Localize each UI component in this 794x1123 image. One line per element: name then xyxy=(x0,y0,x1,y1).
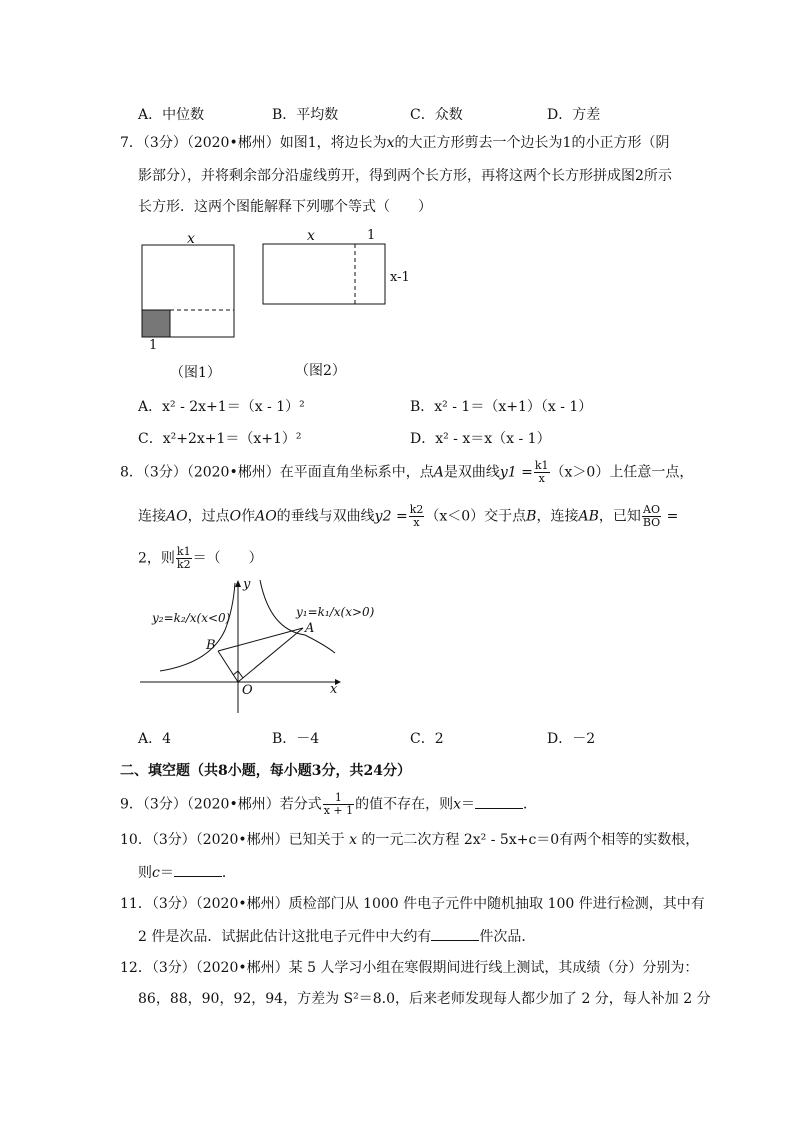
q9-source: （3分）（2020•郴州） xyxy=(142,796,280,813)
fig2-label-x: x xyxy=(307,228,315,244)
q7-line-2: 影部分），并将剩余部分沿虚线剪开，得到两个长方形，再将这两个长方形拼成图2所示 xyxy=(138,168,672,184)
q11-line2-b: 件次品． xyxy=(479,929,536,945)
q8-fraction-ao-bo xyxy=(642,504,661,529)
q10-number: 10． xyxy=(120,832,152,848)
q8-cond-pos: （x＞0） xyxy=(550,464,610,481)
q7-option-d: D．x² - x＝x（x - 1） xyxy=(410,431,551,447)
fig1-label-x: x xyxy=(187,231,195,247)
q8-point-a: A xyxy=(433,464,444,481)
q10-end: ． xyxy=(221,865,236,881)
q8-den-x: x xyxy=(538,472,545,485)
q8-number: 8． xyxy=(120,464,143,481)
q8-option-c: C．2 xyxy=(410,731,444,747)
q8-ao-1: AO xyxy=(166,508,188,525)
q11-line-1 xyxy=(120,894,705,914)
q9-answer-blank[interactable] xyxy=(475,794,523,809)
q10-line2-b: ＝ xyxy=(159,865,174,881)
q10-line2-a: 则 xyxy=(138,865,152,881)
q8-source: （3分）（2020•郴州） xyxy=(142,464,280,481)
q11-line-2 xyxy=(138,926,535,947)
fig2-label-1: 1 xyxy=(367,228,376,243)
q12-line-2: 86，88，90，92，94，方差为 S²＝8.0，后来老师发现每人都少加了 2 分，每人补加 2 分 xyxy=(138,991,711,1007)
q7-option-c: C．x²+2x+1＝（x+1）² xyxy=(138,431,302,447)
q8-line-3 xyxy=(138,546,263,571)
q9-text-3: ＝ xyxy=(461,796,476,813)
q9-line: 9．（3分）（2020•郴州）若分式 $\frac{1}{x + 1}$ 的值不存在，则x＝ ． xyxy=(120,791,538,817)
q7-source: （3分）（2020•郴州） xyxy=(142,135,280,151)
q11-source: （3分）（2020•郴州） xyxy=(151,896,289,912)
q12-text-1: 某 5 人学习小组在寒假期间进行线上测试，其成绩（分）分别为： xyxy=(288,960,699,976)
shaded-small-square xyxy=(142,310,170,337)
q10-text-1: 已知关于 xyxy=(288,832,345,848)
q8-ao-2: AO xyxy=(255,508,277,525)
q9-text-2: 的值不存在，则 xyxy=(355,796,454,813)
q6-option-a: A．中位数 xyxy=(138,107,205,123)
q8-k1-num: k1 xyxy=(176,545,191,558)
q7-text-2: 的大正方形剪去一个边长为1的小正方形（阴 xyxy=(394,135,670,151)
fig2-caption: （图2） xyxy=(295,363,346,379)
q8-line2-c: 作 xyxy=(241,508,256,525)
q8-y1: y1 xyxy=(499,464,517,481)
q11-text-1: 质检部门从 1000 件电子元件中随机抽取 100 件进行检测，其中有 xyxy=(288,896,705,912)
q6-option-d: D．方差 xyxy=(547,107,601,123)
q8-bo-den: BO xyxy=(642,516,661,529)
q9-text-1: 若分式 xyxy=(279,796,322,813)
q8-line2-g: ，已知 xyxy=(598,508,641,525)
q8-k2: k2 xyxy=(409,503,424,516)
q8-text-1: 在平面直角坐标系中，点 xyxy=(279,464,434,481)
q8-k2-den: k2 xyxy=(176,558,191,571)
q7-line-1 xyxy=(120,133,669,153)
q9-denominator: x + 1 xyxy=(323,804,354,817)
q8-ao-num: AO xyxy=(643,503,661,516)
q8-line2-d: 的垂线与双曲线 xyxy=(276,508,375,525)
q11-answer-blank[interactable] xyxy=(431,926,479,941)
q8-fraction-k1 xyxy=(534,460,550,485)
fig-label-a: A xyxy=(305,621,315,636)
q12-line-1 xyxy=(120,958,698,978)
q6-option-b: B．平均数 xyxy=(272,107,339,123)
q8-text-2: 是双曲线 xyxy=(443,464,500,481)
q8-line3-b: ＝（ ） xyxy=(192,550,263,567)
q12-source: （3分）（2020•郴州） xyxy=(151,960,289,976)
section-2-heading: 二、填空题（共8小题，每小题3分，共24分） xyxy=(120,763,411,779)
q7-number: 7． xyxy=(120,135,143,151)
q8-ab: AB xyxy=(578,508,599,525)
q8-b: B xyxy=(526,508,537,525)
q6-option-c: C．众数 xyxy=(410,107,463,123)
q9-numerator: 1 xyxy=(323,792,354,805)
fig-label-o: O xyxy=(242,683,253,698)
fig-label-y: y xyxy=(243,577,251,592)
q7-figure-2 xyxy=(258,235,398,315)
q8-cond-neg: （x＜0） xyxy=(425,508,485,525)
fig-label-b: B xyxy=(206,638,216,653)
q8-coordinate-figure xyxy=(140,575,400,720)
q8-line2-e: 交于点 xyxy=(484,508,527,525)
q8-option-d: D．－2 xyxy=(547,731,596,747)
fig1-label-1: 1 xyxy=(149,338,158,353)
segment-bo xyxy=(218,651,238,682)
q8-text-3: 上任意一点， xyxy=(609,464,694,481)
q8-line2-f: ，连接 xyxy=(536,508,579,525)
segment-ab xyxy=(218,628,303,651)
q10-line-2 xyxy=(138,862,236,883)
q8-fraction-k1-k2 xyxy=(176,546,192,571)
q8-o: O xyxy=(229,508,242,525)
q10-line-1: 10．（3分）（2020•郴州）已知关于 x 的一元二次方程 2x² - 5x+c＝0有两个相等的实数根， xyxy=(120,832,700,848)
q8-option-b: B．－4 xyxy=(272,731,320,747)
q8-line-1: 8．（3分）（2020•郴州）在平面直角坐标系中，点A是双曲线y1 = $\frac{k1}{x}$ （x＞0）上任意一点， xyxy=(120,459,694,485)
q10-text-2: 的一元二次方程 2x² - 5x+c＝0有两个相等的实数根， xyxy=(361,832,700,848)
q7-var-x: x xyxy=(386,135,395,151)
q8-line3-a: 2，则 xyxy=(138,550,175,567)
q8-k1: k1 xyxy=(534,459,549,472)
fig1-caption: （图1） xyxy=(170,365,221,381)
q8-y2: y2 xyxy=(374,508,392,525)
q8-line2-a: 连接 xyxy=(138,508,166,525)
q8-line2-b: ，过点 xyxy=(187,508,230,525)
y-axis-arrow xyxy=(235,580,241,587)
long-rectangle xyxy=(263,244,385,304)
q7-option-a: A．x² - 2x+1＝（x - 1）² xyxy=(138,399,305,415)
segment-ao xyxy=(238,628,303,682)
q7-line-3: 长方形．这两个图能解释下列哪个等式（ ） xyxy=(138,199,432,215)
fig-left-formula: y₂=k₂/x(x<0) xyxy=(152,611,231,625)
q7-text-1: 如图1，将边长为 xyxy=(279,135,387,151)
q9-end: ． xyxy=(523,796,538,813)
fig2-label-x-minus-1: x-1 xyxy=(390,270,410,285)
fig-right-formula: y₁=k₁/x(x>0) xyxy=(296,605,375,619)
q10-source: （3分）（2020•郴州） xyxy=(151,832,289,848)
q8-line-2: 连接AO，过点O作AO的垂线与双曲线y2 = $\frac{k2}{x}$ （x＜0）交于点B，连接AB，已知 $\frac{AO}{BO}$ = xyxy=(138,503,679,529)
q11-line2-a: 2 件是次品．试据此估计这批电子元件中大约有 xyxy=(138,929,432,945)
fig-label-x: x xyxy=(330,682,338,697)
q12-number: 12． xyxy=(120,960,152,976)
q10-c: c xyxy=(152,865,160,881)
q9-number: 9． xyxy=(120,796,143,813)
hyperbola-left-branch xyxy=(160,583,235,671)
q7-option-b: B．x² - 1＝（x+1）（x - 1） xyxy=(410,399,593,415)
q9-fraction xyxy=(323,792,354,817)
q10-answer-blank[interactable] xyxy=(174,862,222,877)
q8-fraction-k2 xyxy=(409,504,425,529)
q8-option-a: A．4 xyxy=(138,731,172,747)
q11-number: 11． xyxy=(120,896,152,912)
q8-den-x-2: x xyxy=(413,516,420,529)
